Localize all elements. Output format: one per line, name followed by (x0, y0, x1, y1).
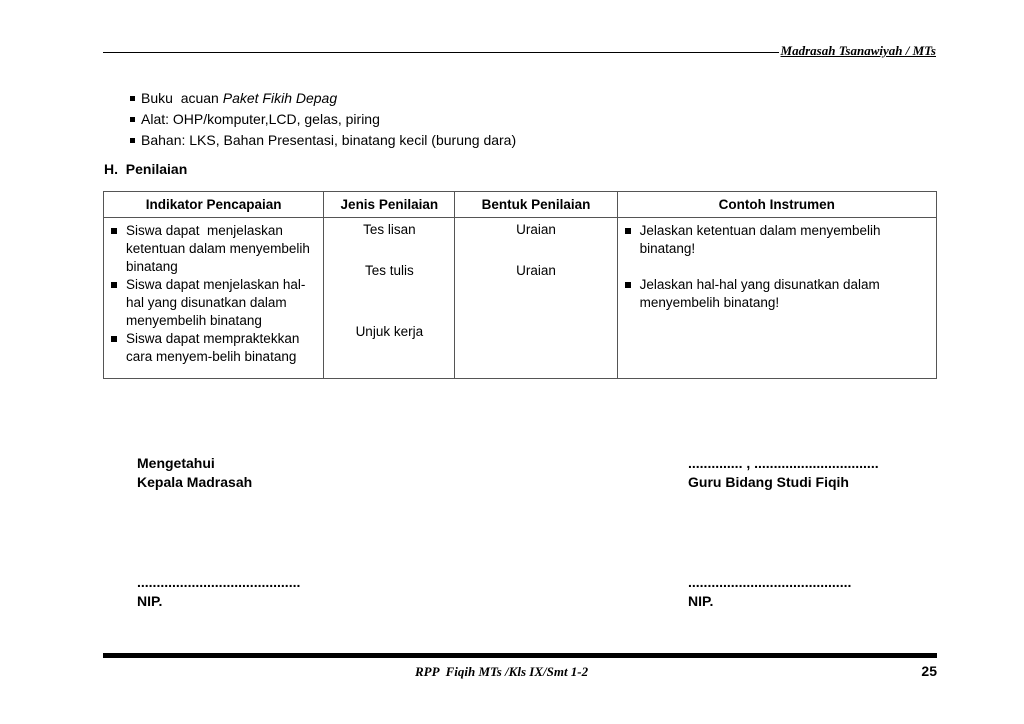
signature-right (688, 454, 879, 492)
signature-left-role: Kepala Madrasah (137, 474, 253, 490)
indicator-item: Siswa dapat menjelaskan hal-hal yang disunatkan dalam menyembelih binatang (108, 276, 319, 330)
signature-left-nip-label: NIP. (137, 593, 163, 609)
bentuk-value: Uraian (516, 263, 556, 278)
jenis-value: Tes lisan (363, 222, 416, 237)
instrumen-item: Jelaskan ketentuan dalam menyembelih binatang! (622, 222, 932, 258)
footer-title: RPP Fiqih MTs /Kls IX/Smt 1-2 (415, 664, 589, 679)
instrumen-cell (617, 218, 936, 379)
resource-label: Alat: OHP/komputer,LCD, gelas, piring (141, 111, 380, 127)
signature-left-line1: Mengetahui (137, 455, 215, 471)
header-indikator: Indikator Pencapaian (104, 192, 324, 218)
signature-left-dots: .......................................... (137, 574, 301, 590)
signature-left-nip (137, 573, 300, 611)
indicator-cell (104, 218, 324, 379)
table-header-row (104, 192, 937, 218)
signature-right-date: .............. , ................................ (688, 455, 879, 471)
instrumen-item: Jelaskan hal-hal yang disunatkan dalam menyembelih binatang! (622, 276, 932, 312)
header-bentuk: Bentuk Penilaian (455, 192, 617, 218)
header-title: Madrasah Tsanawiyah / MTs (780, 43, 936, 58)
bentuk-value: Uraian (516, 222, 556, 237)
resource-list (130, 88, 516, 151)
table-row (104, 218, 937, 379)
square-bullet-icon (130, 96, 135, 101)
resource-item-materials (130, 130, 516, 151)
header-contoh: Contoh Instrumen (617, 192, 936, 218)
page-number: 25 (921, 663, 937, 679)
square-bullet-icon (130, 138, 135, 143)
bentuk-cell (455, 218, 617, 379)
resource-italic: Paket Fikih Depag (222, 90, 338, 106)
resource-item-book (130, 88, 516, 109)
jenis-value: Unjuk kerja (355, 324, 424, 339)
signature-right-nip (688, 573, 851, 611)
section-title: H. Penilaian (104, 161, 188, 177)
jenis-value: Tes tulis (364, 263, 414, 278)
assessment-table (103, 191, 937, 379)
resource-label: Bahan: LKS, Bahan Presentasi, binatang kecil (burung dara) (141, 132, 517, 148)
square-bullet-icon (130, 117, 135, 122)
signature-left (137, 454, 252, 492)
indicator-item: Siswa dapat menjelaskan ketentuan dalam menyembelih binatang (108, 222, 319, 276)
footer-rule (103, 653, 937, 658)
indicator-item: Siswa dapat mempraktekkan cara menyem-belih binatang (108, 330, 319, 366)
signature-right-dots: .......................................... (688, 574, 852, 590)
resource-item-tools (130, 109, 516, 130)
resource-label: Buku acuan (141, 90, 223, 106)
signature-right-nip-label: NIP. (688, 593, 714, 609)
jenis-cell (324, 218, 455, 379)
header-jenis: Jenis Penilaian (324, 192, 455, 218)
signature-right-role: Guru Bidang Studi Fiqih (688, 474, 849, 490)
